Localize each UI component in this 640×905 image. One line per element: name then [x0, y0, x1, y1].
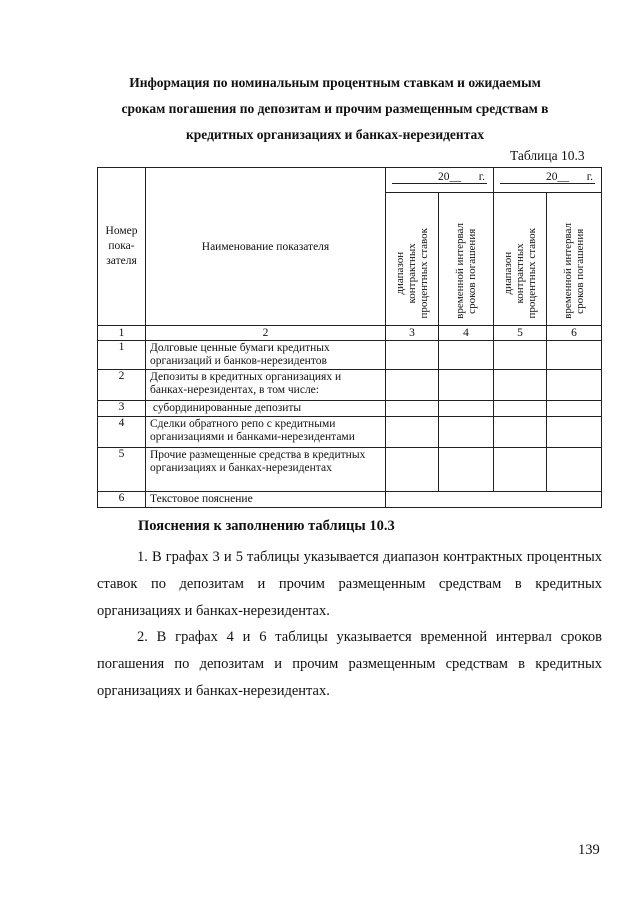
value-cell — [494, 401, 547, 417]
table-label: Таблица 10.3 — [510, 148, 585, 163]
header-col-6-label: временной интервал сроков погашения — [562, 223, 586, 319]
row-name: Прочие размещенные средства в кредитных организациях и банках-нерезидентах — [146, 448, 386, 492]
title-line-1: Информация по номинальным процентным ставкам и ожидаемым — [129, 75, 541, 90]
value-cell — [439, 341, 494, 370]
table-row — [98, 341, 602, 370]
value-cell — [439, 448, 494, 492]
note-paragraph-2: 2. В графах 4 и 6 таблицы указывается временной интервал сроков погашения по депозитам и прочим размещенным средствам в кредитных организациях и банках-нерезидентах. — [97, 629, 602, 699]
value-cell — [494, 417, 547, 448]
value-cell — [547, 370, 602, 401]
table-row — [98, 417, 602, 448]
value-cell — [494, 370, 547, 401]
header-col-4 — [439, 193, 494, 326]
header-col-4-label: временной интервал сроков погашения — [454, 223, 478, 319]
value-cell — [547, 401, 602, 417]
row-number: 5 — [98, 448, 146, 492]
header-col-5 — [494, 193, 547, 326]
value-cell — [439, 401, 494, 417]
header-col-5-label: диапазон контрактных процентных ставок — [502, 228, 538, 319]
table-row — [98, 401, 602, 417]
value-cell — [439, 370, 494, 401]
row-number: 1 — [98, 341, 146, 370]
header-col-6 — [547, 193, 602, 326]
row-name: Долговые ценные бумаги кредитных организаций и банков-нерезидентов — [146, 341, 386, 370]
value-cell — [386, 341, 439, 370]
value-cell — [547, 417, 602, 448]
indicators-table — [97, 167, 602, 508]
header-number-label: Номер пока- зателя — [105, 225, 138, 267]
row-number: 2 — [98, 370, 146, 401]
header-row-years — [98, 168, 602, 193]
value-cell — [547, 448, 602, 492]
row-name: Депозиты в кредитных организациях и банках-нерезидентах, в том числе: — [146, 370, 386, 401]
year-group-2 — [494, 168, 602, 193]
value-cell — [494, 448, 547, 492]
text-explanation-cell — [386, 492, 602, 508]
column-index: 6 — [547, 326, 602, 341]
table-row — [98, 370, 602, 401]
header-name-label: Наименование показателя — [201, 240, 330, 253]
row-number: 4 — [98, 417, 146, 448]
value-cell — [547, 341, 602, 370]
row-name: Сделки обратного репо с кредитными организациями и банками-нерезидентами — [146, 417, 386, 448]
table-row — [98, 492, 602, 508]
column-index: 1 — [98, 326, 146, 341]
title-line-3: кредитных организациях и банках-нерезидентах — [185, 127, 484, 142]
table-row — [98, 448, 602, 492]
column-index: 3 — [386, 326, 439, 341]
row-number: 6 — [98, 492, 146, 508]
header-col-3 — [386, 193, 439, 326]
year-group-2-year: 20__ — [546, 171, 569, 183]
column-index: 5 — [494, 326, 547, 341]
page-number: 139 — [578, 842, 600, 858]
year-group-2-suffix: г. — [586, 171, 593, 183]
title-line-2: срокам погашения по депозитам и прочим размещенным средствам в — [121, 101, 549, 116]
row-number: 3 — [98, 401, 146, 417]
value-cell — [439, 417, 494, 448]
value-cell — [494, 341, 547, 370]
note-paragraph-1: 1. В графах 3 и 5 таблицы указывается диапазон контрактных процентных ставок по депозитам и прочим размещенным средствам в кредитных организациях и банках-нерезидентах. — [97, 549, 602, 619]
row-name: Текстовое пояснение — [146, 492, 386, 508]
header-number-cell — [98, 168, 146, 326]
document-title — [60, 70, 610, 148]
year-group-1-year: 20__ — [438, 171, 461, 183]
value-cell — [386, 417, 439, 448]
row-name: субординированные депозиты — [146, 401, 386, 417]
column-index: 2 — [146, 326, 386, 341]
column-index-row — [98, 326, 602, 341]
year-group-1-suffix: г. — [478, 171, 485, 183]
header-name-cell — [146, 168, 386, 326]
header-col-3-label: диапазон контрактных процентных ставок — [394, 228, 430, 319]
value-cell — [386, 401, 439, 417]
value-cell — [386, 448, 439, 492]
year-group-1 — [386, 168, 494, 193]
value-cell — [386, 370, 439, 401]
column-index: 4 — [439, 326, 494, 341]
notes-heading: Пояснения к заполнению таблицы 10.3 — [138, 518, 395, 534]
